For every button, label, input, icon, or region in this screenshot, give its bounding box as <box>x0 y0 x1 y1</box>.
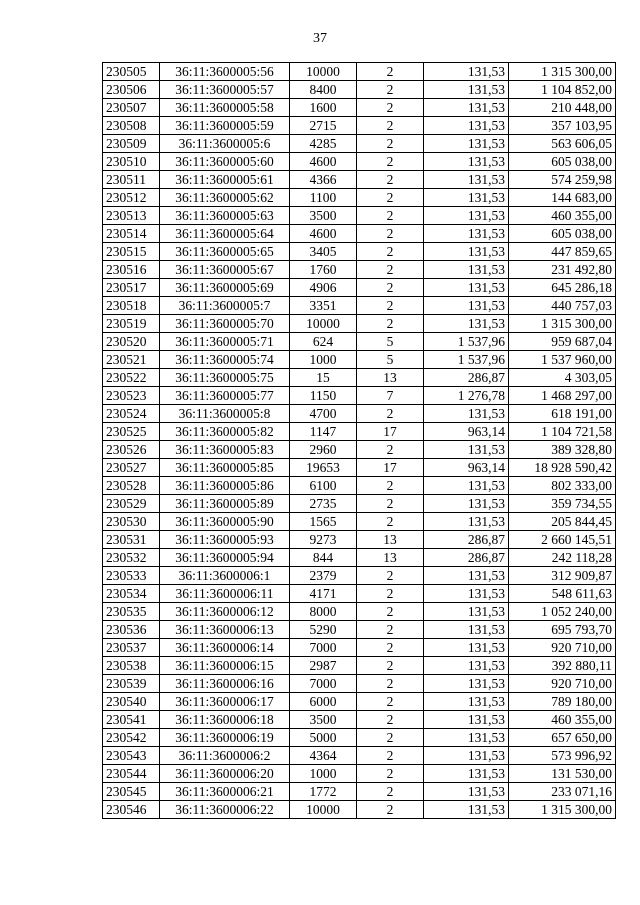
rate-cell: 131,53 <box>424 189 509 207</box>
value-cell: 242 118,28 <box>509 549 616 567</box>
row-number-cell: 230530 <box>103 513 160 531</box>
area-cell: 4364 <box>290 747 357 765</box>
value-cell: 1 052 240,00 <box>509 603 616 621</box>
row-number-cell: 230539 <box>103 675 160 693</box>
table-row <box>103 279 616 297</box>
row-number-cell: 230514 <box>103 225 160 243</box>
row-number-cell: 230532 <box>103 549 160 567</box>
row-number-cell: 230510 <box>103 153 160 171</box>
rate-cell: 131,53 <box>424 171 509 189</box>
cadastral-number-cell: 36:11:3600005:75 <box>160 369 290 387</box>
value-cell: 802 333,00 <box>509 477 616 495</box>
group-cell: 13 <box>357 549 424 567</box>
rate-cell: 131,53 <box>424 729 509 747</box>
table-row <box>103 387 616 405</box>
row-number-cell: 230543 <box>103 747 160 765</box>
cadastral-number-cell: 36:11:3600005:74 <box>160 351 290 369</box>
area-cell: 1772 <box>290 783 357 801</box>
cadastral-number-cell: 36:11:3600005:90 <box>160 513 290 531</box>
cadastral-number-cell: 36:11:3600005:58 <box>160 99 290 117</box>
value-cell: 460 355,00 <box>509 207 616 225</box>
table-row <box>103 783 616 801</box>
area-cell: 5000 <box>290 729 357 747</box>
value-cell: 657 650,00 <box>509 729 616 747</box>
group-cell: 5 <box>357 333 424 351</box>
value-cell: 359 734,55 <box>509 495 616 513</box>
rate-cell: 131,53 <box>424 441 509 459</box>
rate-cell: 131,53 <box>424 261 509 279</box>
table-row <box>103 153 616 171</box>
cadastral-number-cell: 36:11:3600005:85 <box>160 459 290 477</box>
value-cell: 18 928 590,42 <box>509 459 616 477</box>
row-number-cell: 230516 <box>103 261 160 279</box>
row-number-cell: 230517 <box>103 279 160 297</box>
group-cell: 17 <box>357 423 424 441</box>
rate-cell: 286,87 <box>424 369 509 387</box>
group-cell: 2 <box>357 153 424 171</box>
rate-cell: 131,53 <box>424 315 509 333</box>
table-row <box>103 99 616 117</box>
area-cell: 1000 <box>290 765 357 783</box>
table-row <box>103 675 616 693</box>
group-cell: 17 <box>357 459 424 477</box>
table-row <box>103 549 616 567</box>
table-row <box>103 495 616 513</box>
row-number-cell: 230521 <box>103 351 160 369</box>
row-number-cell: 230505 <box>103 63 160 81</box>
area-cell: 4285 <box>290 135 357 153</box>
rate-cell: 131,53 <box>424 225 509 243</box>
area-cell: 4600 <box>290 225 357 243</box>
cadastral-number-cell: 36:11:3600006:16 <box>160 675 290 693</box>
rate-cell: 131,53 <box>424 153 509 171</box>
cadastral-number-cell: 36:11:3600005:61 <box>160 171 290 189</box>
cadastral-number-cell: 36:11:3600005:63 <box>160 207 290 225</box>
group-cell: 2 <box>357 657 424 675</box>
cadastral-number-cell: 36:11:3600005:8 <box>160 405 290 423</box>
group-cell: 2 <box>357 621 424 639</box>
rate-cell: 131,53 <box>424 99 509 117</box>
area-cell: 6100 <box>290 477 357 495</box>
group-cell: 2 <box>357 639 424 657</box>
cadastral-number-cell: 36:11:3600006:2 <box>160 747 290 765</box>
rate-cell: 131,53 <box>424 513 509 531</box>
group-cell: 2 <box>357 171 424 189</box>
table-row <box>103 477 616 495</box>
area-cell: 1600 <box>290 99 357 117</box>
area-cell: 5290 <box>290 621 357 639</box>
table-row <box>103 585 616 603</box>
area-cell: 7000 <box>290 639 357 657</box>
page-number: 37 <box>313 31 327 46</box>
value-cell: 1 315 300,00 <box>509 63 616 81</box>
table-row <box>103 81 616 99</box>
table-row <box>103 603 616 621</box>
rate-cell: 131,53 <box>424 135 509 153</box>
rate-cell: 131,53 <box>424 675 509 693</box>
row-number-cell: 230536 <box>103 621 160 639</box>
cadastral-number-cell: 36:11:3600005:62 <box>160 189 290 207</box>
table-row <box>103 729 616 747</box>
value-cell: 548 611,63 <box>509 585 616 603</box>
group-cell: 2 <box>357 261 424 279</box>
area-cell: 4600 <box>290 153 357 171</box>
value-cell: 389 328,80 <box>509 441 616 459</box>
rate-cell: 131,53 <box>424 801 509 819</box>
table-row <box>103 333 616 351</box>
cadastral-number-cell: 36:11:3600006:12 <box>160 603 290 621</box>
group-cell: 2 <box>357 477 424 495</box>
value-cell: 1 104 721,58 <box>509 423 616 441</box>
table-row <box>103 765 616 783</box>
group-cell: 2 <box>357 693 424 711</box>
value-cell: 959 687,04 <box>509 333 616 351</box>
table-row <box>103 801 616 819</box>
value-cell: 789 180,00 <box>509 693 616 711</box>
value-cell: 357 103,95 <box>509 117 616 135</box>
cadastral-number-cell: 36:11:3600005:60 <box>160 153 290 171</box>
cadastral-number-cell: 36:11:3600005:83 <box>160 441 290 459</box>
row-number-cell: 230529 <box>103 495 160 513</box>
area-cell: 3405 <box>290 243 357 261</box>
value-cell: 4 303,05 <box>509 369 616 387</box>
value-cell: 605 038,00 <box>509 225 616 243</box>
row-number-cell: 230512 <box>103 189 160 207</box>
area-cell: 10000 <box>290 63 357 81</box>
cadastral-number-cell: 36:11:3600005:93 <box>160 531 290 549</box>
area-cell: 3500 <box>290 207 357 225</box>
cadastral-number-cell: 36:11:3600005:89 <box>160 495 290 513</box>
row-number-cell: 230534 <box>103 585 160 603</box>
cadastral-number-cell: 36:11:3600005:56 <box>160 63 290 81</box>
cadastral-number-cell: 36:11:3600005:69 <box>160 279 290 297</box>
group-cell: 2 <box>357 297 424 315</box>
value-cell: 2 660 145,51 <box>509 531 616 549</box>
table-row <box>103 171 616 189</box>
area-cell: 2960 <box>290 441 357 459</box>
table-row <box>103 369 616 387</box>
rate-cell: 1 276,78 <box>424 387 509 405</box>
area-cell: 4366 <box>290 171 357 189</box>
rate-cell: 963,14 <box>424 459 509 477</box>
rate-cell: 131,53 <box>424 783 509 801</box>
area-cell: 2987 <box>290 657 357 675</box>
cadastral-number-cell: 36:11:3600005:94 <box>160 549 290 567</box>
group-cell: 2 <box>357 279 424 297</box>
row-number-cell: 230522 <box>103 369 160 387</box>
value-cell: 144 683,00 <box>509 189 616 207</box>
area-cell: 2715 <box>290 117 357 135</box>
group-cell: 2 <box>357 99 424 117</box>
cadastral-number-cell: 36:11:3600005:65 <box>160 243 290 261</box>
cadastral-number-cell: 36:11:3600006:14 <box>160 639 290 657</box>
row-number-cell: 230508 <box>103 117 160 135</box>
group-cell: 5 <box>357 351 424 369</box>
group-cell: 2 <box>357 729 424 747</box>
table-row <box>103 261 616 279</box>
table-row <box>103 747 616 765</box>
cadastral-number-cell: 36:11:3600006:1 <box>160 567 290 585</box>
value-cell: 1 315 300,00 <box>509 315 616 333</box>
rate-cell: 963,14 <box>424 423 509 441</box>
table-row <box>103 621 616 639</box>
cadastral-number-cell: 36:11:3600006:18 <box>160 711 290 729</box>
area-cell: 2735 <box>290 495 357 513</box>
row-number-cell: 230537 <box>103 639 160 657</box>
row-number-cell: 230518 <box>103 297 160 315</box>
rate-cell: 286,87 <box>424 549 509 567</box>
group-cell: 2 <box>357 207 424 225</box>
row-number-cell: 230531 <box>103 531 160 549</box>
rate-cell: 1 537,96 <box>424 333 509 351</box>
rate-cell: 1 537,96 <box>424 351 509 369</box>
table-row <box>103 189 616 207</box>
value-cell: 233 071,16 <box>509 783 616 801</box>
rate-cell: 131,53 <box>424 693 509 711</box>
row-number-cell: 230535 <box>103 603 160 621</box>
cadastral-number-cell: 36:11:3600005:57 <box>160 81 290 99</box>
rate-cell: 131,53 <box>424 63 509 81</box>
area-cell: 9273 <box>290 531 357 549</box>
rate-cell: 131,53 <box>424 711 509 729</box>
group-cell: 2 <box>357 441 424 459</box>
table-row <box>103 405 616 423</box>
value-cell: 1 537 960,00 <box>509 351 616 369</box>
area-cell: 2379 <box>290 567 357 585</box>
area-cell: 4171 <box>290 585 357 603</box>
group-cell: 2 <box>357 189 424 207</box>
group-cell: 13 <box>357 531 424 549</box>
rate-cell: 131,53 <box>424 747 509 765</box>
table-row <box>103 351 616 369</box>
area-cell: 1100 <box>290 189 357 207</box>
value-cell: 447 859,65 <box>509 243 616 261</box>
row-number-cell: 230533 <box>103 567 160 585</box>
row-number-cell: 230511 <box>103 171 160 189</box>
rate-cell: 131,53 <box>424 81 509 99</box>
value-cell: 1 315 300,00 <box>509 801 616 819</box>
value-cell: 460 355,00 <box>509 711 616 729</box>
group-cell: 7 <box>357 387 424 405</box>
cadastral-number-cell: 36:11:3600006:21 <box>160 783 290 801</box>
cadastral-number-cell: 36:11:3600006:22 <box>160 801 290 819</box>
group-cell: 2 <box>357 495 424 513</box>
rate-cell: 286,87 <box>424 531 509 549</box>
cadastral-number-cell: 36:11:3600005:77 <box>160 387 290 405</box>
value-cell: 205 844,45 <box>509 513 616 531</box>
area-cell: 19653 <box>290 459 357 477</box>
value-cell: 920 710,00 <box>509 639 616 657</box>
group-cell: 2 <box>357 117 424 135</box>
value-cell: 605 038,00 <box>509 153 616 171</box>
group-cell: 2 <box>357 747 424 765</box>
table-row <box>103 567 616 585</box>
table-row <box>103 117 616 135</box>
rate-cell: 131,53 <box>424 657 509 675</box>
rate-cell: 131,53 <box>424 603 509 621</box>
table-row <box>103 459 616 477</box>
group-cell: 2 <box>357 135 424 153</box>
area-cell: 6000 <box>290 693 357 711</box>
cadastral-number-cell: 36:11:3600005:86 <box>160 477 290 495</box>
row-number-cell: 230544 <box>103 765 160 783</box>
table-body <box>103 63 616 819</box>
group-cell: 2 <box>357 801 424 819</box>
row-number-cell: 230523 <box>103 387 160 405</box>
row-number-cell: 230545 <box>103 783 160 801</box>
row-number-cell: 230509 <box>103 135 160 153</box>
row-number-cell: 230525 <box>103 423 160 441</box>
area-cell: 7000 <box>290 675 357 693</box>
value-cell: 312 909,87 <box>509 567 616 585</box>
cadastral-number-cell: 36:11:3600006:15 <box>160 657 290 675</box>
cadastral-number-cell: 36:11:3600005:82 <box>160 423 290 441</box>
table-row <box>103 135 616 153</box>
group-cell: 2 <box>357 585 424 603</box>
rate-cell: 131,53 <box>424 297 509 315</box>
area-cell: 10000 <box>290 315 357 333</box>
value-cell: 1 468 297,00 <box>509 387 616 405</box>
rate-cell: 131,53 <box>424 639 509 657</box>
row-number-cell: 230527 <box>103 459 160 477</box>
cadastral-number-cell: 36:11:3600005:71 <box>160 333 290 351</box>
value-cell: 231 492,80 <box>509 261 616 279</box>
group-cell: 2 <box>357 225 424 243</box>
group-cell: 2 <box>357 765 424 783</box>
cadastral-number-cell: 36:11:3600006:13 <box>160 621 290 639</box>
rate-cell: 131,53 <box>424 765 509 783</box>
group-cell: 2 <box>357 513 424 531</box>
row-number-cell: 230515 <box>103 243 160 261</box>
value-cell: 920 710,00 <box>509 675 616 693</box>
rate-cell: 131,53 <box>424 585 509 603</box>
value-cell: 574 259,98 <box>509 171 616 189</box>
row-number-cell: 230541 <box>103 711 160 729</box>
area-cell: 3351 <box>290 297 357 315</box>
cadastral-number-cell: 36:11:3600006:11 <box>160 585 290 603</box>
table-row <box>103 423 616 441</box>
row-number-cell: 230526 <box>103 441 160 459</box>
area-cell: 15 <box>290 369 357 387</box>
rate-cell: 131,53 <box>424 243 509 261</box>
value-cell: 618 191,00 <box>509 405 616 423</box>
table-row <box>103 441 616 459</box>
table-row <box>103 531 616 549</box>
group-cell: 2 <box>357 63 424 81</box>
table-row <box>103 639 616 657</box>
row-number-cell: 230538 <box>103 657 160 675</box>
cadastral-number-cell: 36:11:3600005:67 <box>160 261 290 279</box>
value-cell: 131 530,00 <box>509 765 616 783</box>
rate-cell: 131,53 <box>424 405 509 423</box>
cadastral-number-cell: 36:11:3600006:20 <box>160 765 290 783</box>
table-row <box>103 657 616 675</box>
area-cell: 624 <box>290 333 357 351</box>
value-cell: 645 286,18 <box>509 279 616 297</box>
area-cell: 1150 <box>290 387 357 405</box>
rate-cell: 131,53 <box>424 495 509 513</box>
cadastral-number-cell: 36:11:3600005:64 <box>160 225 290 243</box>
group-cell: 2 <box>357 243 424 261</box>
area-cell: 3500 <box>290 711 357 729</box>
table-row <box>103 315 616 333</box>
row-number-cell: 230507 <box>103 99 160 117</box>
cadastral-number-cell: 36:11:3600006:17 <box>160 693 290 711</box>
cadastral-number-cell: 36:11:3600005:7 <box>160 297 290 315</box>
row-number-cell: 230506 <box>103 81 160 99</box>
value-cell: 440 757,03 <box>509 297 616 315</box>
group-cell: 13 <box>357 369 424 387</box>
rate-cell: 131,53 <box>424 279 509 297</box>
area-cell: 8000 <box>290 603 357 621</box>
cadastral-number-cell: 36:11:3600006:19 <box>160 729 290 747</box>
table-row <box>103 225 616 243</box>
table-row <box>103 693 616 711</box>
area-cell: 10000 <box>290 801 357 819</box>
group-cell: 2 <box>357 783 424 801</box>
area-cell: 1147 <box>290 423 357 441</box>
area-cell: 1565 <box>290 513 357 531</box>
cadastral-number-cell: 36:11:3600005:59 <box>160 117 290 135</box>
value-cell: 1 104 852,00 <box>509 81 616 99</box>
value-cell: 392 880,11 <box>509 657 616 675</box>
table-row <box>103 63 616 81</box>
table-row <box>103 513 616 531</box>
group-cell: 2 <box>357 567 424 585</box>
row-number-cell: 230513 <box>103 207 160 225</box>
area-cell: 4906 <box>290 279 357 297</box>
area-cell: 1000 <box>290 351 357 369</box>
rate-cell: 131,53 <box>424 207 509 225</box>
cadastral-number-cell: 36:11:3600005:6 <box>160 135 290 153</box>
group-cell: 2 <box>357 675 424 693</box>
rate-cell: 131,53 <box>424 117 509 135</box>
group-cell: 2 <box>357 315 424 333</box>
row-number-cell: 230542 <box>103 729 160 747</box>
area-cell: 1760 <box>290 261 357 279</box>
value-cell: 210 448,00 <box>509 99 616 117</box>
value-cell: 573 996,92 <box>509 747 616 765</box>
row-number-cell: 230546 <box>103 801 160 819</box>
area-cell: 8400 <box>290 81 357 99</box>
table-row <box>103 711 616 729</box>
row-number-cell: 230524 <box>103 405 160 423</box>
row-number-cell: 230519 <box>103 315 160 333</box>
value-cell: 695 793,70 <box>509 621 616 639</box>
group-cell: 2 <box>357 711 424 729</box>
table-row <box>103 243 616 261</box>
cadastral-number-cell: 36:11:3600005:70 <box>160 315 290 333</box>
area-cell: 844 <box>290 549 357 567</box>
area-cell: 4700 <box>290 405 357 423</box>
table-row <box>103 297 616 315</box>
rate-cell: 131,53 <box>424 621 509 639</box>
row-number-cell: 230540 <box>103 693 160 711</box>
group-cell: 2 <box>357 603 424 621</box>
row-number-cell: 230520 <box>103 333 160 351</box>
group-cell: 2 <box>357 81 424 99</box>
group-cell: 2 <box>357 405 424 423</box>
table-row <box>103 207 616 225</box>
row-number-cell: 230528 <box>103 477 160 495</box>
rate-cell: 131,53 <box>424 477 509 495</box>
cadastral-value-table <box>102 62 616 819</box>
value-cell: 563 606,05 <box>509 135 616 153</box>
rate-cell: 131,53 <box>424 567 509 585</box>
